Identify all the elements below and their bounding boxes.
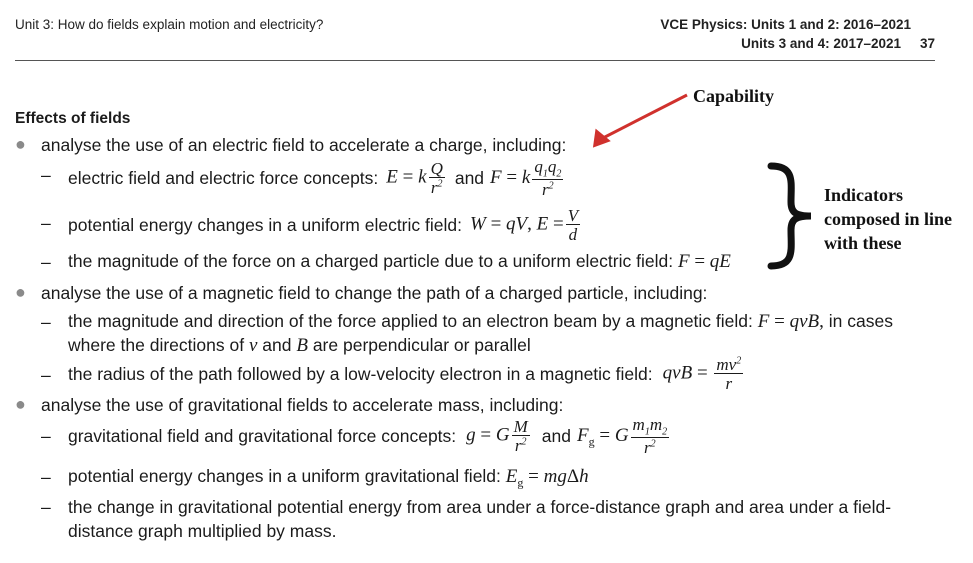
header-rule <box>15 60 935 61</box>
sub-gravitational-potential: potential energy changes in a uniform gravitational field: $E_g = mg\Delta h$ <box>68 466 589 490</box>
sub-gravitational-graph-line1: the change in gravitational potential energy from area under a force-distance graph and area under a field- <box>68 497 892 517</box>
sub-electric-potential <box>68 206 582 244</box>
sub-gravitational-potential-text: potential energy changes in a uniform gravitational field: <box>68 466 501 486</box>
sub-gravitational-graph-line2: distance graph multiplied by mass. <box>68 521 337 541</box>
sub-magnetic-radius-text: the radius of the path followed by a low-velocity electron in a magnetic field: <box>68 363 653 384</box>
indicators-label-3: with these <box>824 233 902 253</box>
bullet-dot: ● <box>15 282 26 302</box>
line2-a: where the directions of <box>68 335 245 355</box>
sub-magnetic-force: the magnitude and direction of the force applied to an electron beam by a magnetic field: F = qvB, in cases <box>68 311 893 332</box>
capability-arrow <box>585 90 690 150</box>
formula-gravity-force: $F_g = G$ $\frac{m_1m_2}{r^2}$ <box>576 414 668 458</box>
formula-fqe: F <box>677 251 690 272</box>
sub-electric-force-magnitude: the magnitude of the force on a charged particle due to a uniform electric field: F = qE <box>68 251 731 272</box>
sub-electric-field <box>68 156 565 200</box>
sub-magnetic-radius <box>68 352 745 396</box>
course-title: VCE Physics: Units 1 and 2: 2016–2021 <box>660 17 911 32</box>
dash: – <box>41 365 51 385</box>
section-heading: Effects of fields <box>15 110 131 127</box>
sub-magnetic-force-tail: in cases <box>828 311 893 331</box>
indicators-label-1: Indicators <box>824 185 904 205</box>
dash: – <box>41 467 51 487</box>
unit-title: Unit 3: How do fields explain motion and electricity? <box>15 17 324 32</box>
sub-electric-force-magnitude-text: the magnitude of the force on a charged particle due to a uniform electric field: <box>68 251 674 271</box>
line2-b: and <box>262 335 292 355</box>
dash: – <box>41 213 51 233</box>
bullet-magnetic: analyse the use of a magnetic field to change the path of a charged particle, including: <box>41 283 708 303</box>
dash: – <box>41 426 51 446</box>
bullet-gravitational: analyse the use of gravitational fields to accelerate mass, including: <box>41 395 564 415</box>
line2-c: are perpendicular or parallel <box>312 335 531 355</box>
page-number: 37 <box>919 36 935 51</box>
formula-egmgh: E <box>505 466 518 487</box>
dash: – <box>41 312 51 332</box>
var-v: v <box>248 335 258 356</box>
capability-label: Capability <box>693 86 775 106</box>
sub-gravitational-field <box>68 416 671 456</box>
var-b: B <box>296 335 308 356</box>
sub-electric-potential-text: potential energy changes in a uniform electric field: <box>68 214 462 235</box>
and-word: and <box>541 425 571 446</box>
sub-magnetic-force-text: the magnitude and direction of the force applied to an electron beam by a magnetic field: <box>68 311 753 331</box>
dash: – <box>41 497 51 517</box>
bullet-dot: ● <box>15 394 26 414</box>
units-line: Units 3 and 4: 2017–2021 <box>741 36 901 51</box>
formula-electric-field: E = k $\frac{Q}{r^2}$ <box>386 159 443 197</box>
formula-fqvb: F <box>757 311 770 332</box>
bullet-electric: analyse the use of an electric field to accelerate a charge, including: <box>41 135 567 155</box>
indicators-label-2: composed in line <box>824 209 953 229</box>
sub-gravitational-field-text: gravitational field and gravitational force concepts: <box>68 425 457 446</box>
bullet-dot: ● <box>15 134 26 154</box>
formula-gravity-field: g = G $\frac{M}{r^2}$ <box>466 417 528 455</box>
formula-electric-potential: W = qV, E = $\frac{V}{d}$ <box>469 206 579 244</box>
formula-radius: qvB = $\frac{mv^2}{r}$ <box>662 355 742 393</box>
formula-electric-force: F = k $\frac{q_1q_2}{r^2}$ <box>490 156 562 200</box>
dash: – <box>41 252 51 272</box>
and-word: and <box>454 167 485 188</box>
sub-electric-field-text: electric field and electric force concepts: <box>68 167 379 188</box>
curly-brace-icon <box>765 162 817 270</box>
dash: – <box>41 165 51 185</box>
